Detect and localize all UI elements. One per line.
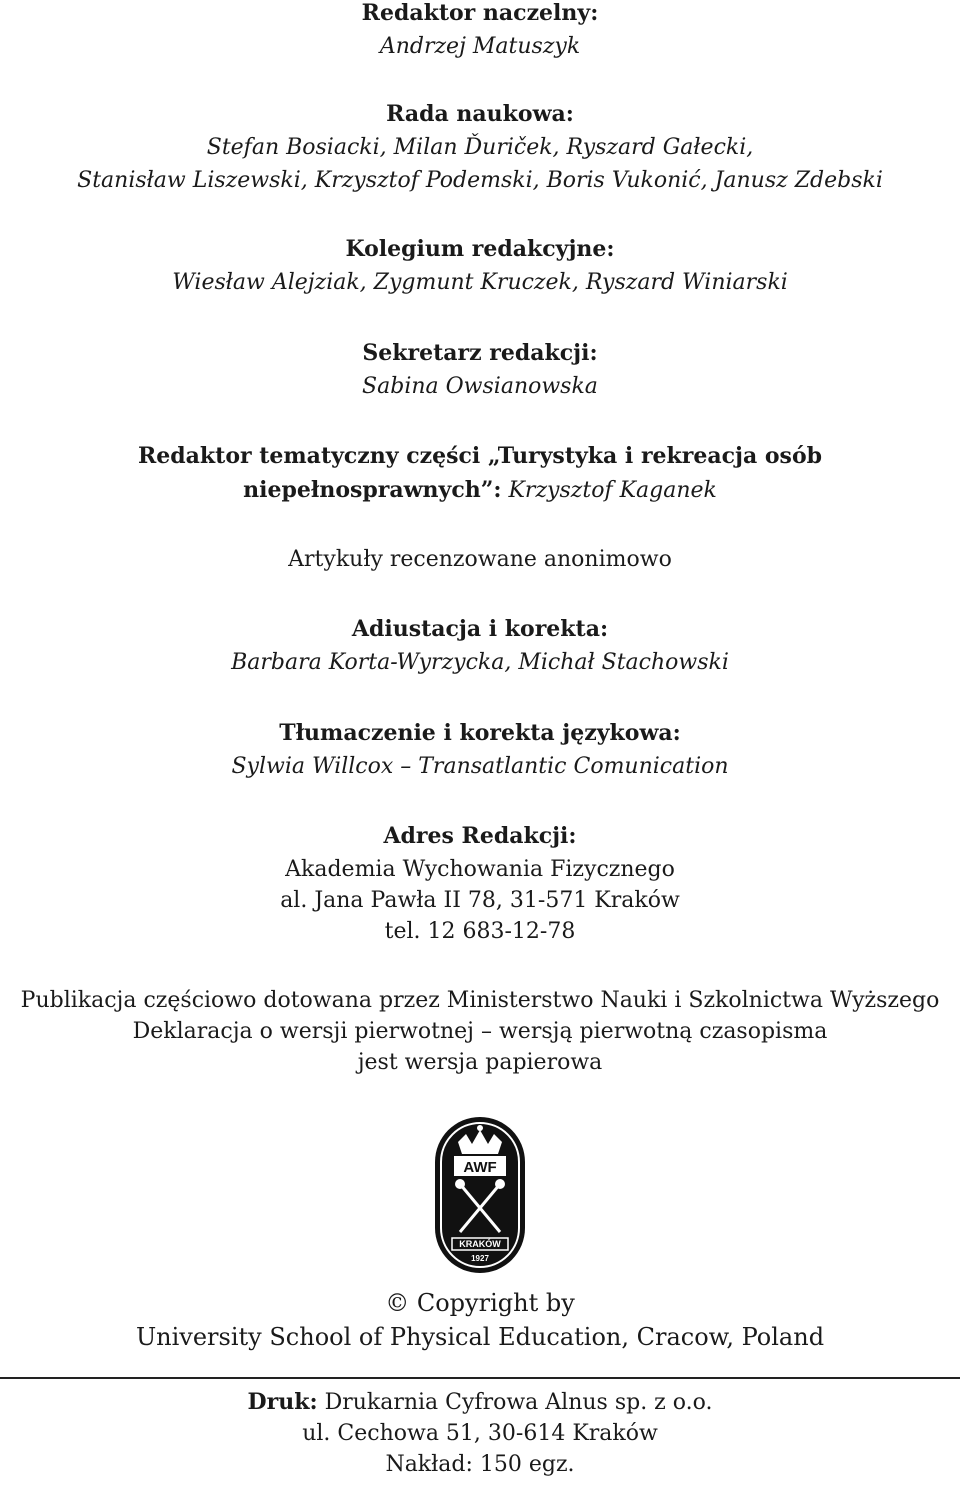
scientific-council-section bbox=[0, 101, 960, 193]
translation-heading: Tłumaczenie i korekta językowa: bbox=[279, 720, 681, 746]
thematic-editor-line1: Redaktor tematyczny części „Turystyka i rekreacja osób bbox=[138, 443, 822, 469]
copyright-symbol: © bbox=[385, 1289, 410, 1317]
translation-section bbox=[0, 720, 960, 779]
logo-text-city: KRAKÓW bbox=[459, 1239, 501, 1249]
scientific-council-heading: Rada naukowa: bbox=[386, 101, 574, 127]
scientific-council-names-line1: Stefan Bosiacki, Milan Ďuriček, Ryszard Gałecki, bbox=[206, 135, 754, 160]
thematic-editor-line2-label: niepełnosprawnych”: bbox=[243, 477, 502, 503]
scientific-council-names-line2: Stanisław Liszewski, Krzysztof Podemski, Boris Vukonić, Janusz Zdebski bbox=[77, 168, 883, 193]
proofreading-heading: Adiustacja i korekta: bbox=[351, 616, 609, 642]
logo-text-year: 1927 bbox=[471, 1254, 489, 1263]
logo-text-awf: AWF bbox=[463, 1159, 497, 1176]
proofreading-names: Barbara Korta-Wyrzycka, Michał Stachowski bbox=[231, 650, 729, 675]
editor-in-chief-section bbox=[0, 0, 960, 59]
funding-line1: Publikacja częściowo dotowana przez Ministerstwo Nauki i Szkolnictwa Wyższego bbox=[20, 988, 940, 1013]
secretary-section bbox=[0, 340, 960, 399]
awf-logo bbox=[432, 1114, 528, 1276]
funding-line2: Deklaracja o wersji pierwotnej – wersją pierwotną czasopisma bbox=[132, 1019, 828, 1044]
address-heading: Adres Redakcji: bbox=[383, 823, 577, 849]
editorial-board-names: Wiesław Alejziak, Zygmunt Kruczek, Ryszard Winiarski bbox=[172, 270, 788, 295]
secretary-heading: Sekretarz redakcji: bbox=[362, 340, 598, 366]
mace-head-icon bbox=[455, 1179, 465, 1189]
address-line2: al. Jana Pawła II 78, 31-571 Kraków bbox=[280, 888, 680, 913]
copyright-line1: Copyright by bbox=[416, 1289, 575, 1317]
thematic-editor-section bbox=[0, 443, 960, 503]
address-line3: tel. 12 683-12-78 bbox=[384, 919, 576, 944]
editorial-board-heading: Kolegium redakcyjne: bbox=[345, 236, 615, 262]
divider bbox=[0, 1377, 960, 1379]
funding-line3: jest wersja papierowa bbox=[357, 1050, 603, 1075]
printing-section bbox=[0, 1389, 960, 1477]
printing-label: Druk: bbox=[247, 1389, 318, 1415]
secretary-name: Sabina Owsianowska bbox=[362, 374, 598, 399]
mace-head-icon bbox=[495, 1179, 505, 1189]
proofreading-section bbox=[0, 616, 960, 675]
address-section bbox=[0, 823, 960, 944]
editor-in-chief-name: Andrzej Matuszyk bbox=[379, 34, 581, 59]
funding-section bbox=[0, 988, 960, 1075]
printer-address: ul. Cechowa 51, 30-614 Kraków bbox=[302, 1421, 658, 1446]
translation-names: Sylwia Willcox – Transatlantic Comunication bbox=[231, 754, 729, 779]
thematic-editor-name: Krzysztof Kaganek bbox=[508, 478, 717, 503]
copyright-line2: University School of Physical Education, Cracow, Poland bbox=[135, 1323, 825, 1351]
review-note: Artykuły recenzowane anonimowo bbox=[288, 547, 672, 572]
print-run: Nakład: 150 egz. bbox=[385, 1452, 575, 1477]
address-line1: Akademia Wychowania Fizycznego bbox=[285, 857, 675, 882]
printer-name: Drukarnia Cyfrowa Alnus sp. z o.o. bbox=[324, 1390, 713, 1415]
editorial-board-section bbox=[0, 236, 960, 295]
editor-in-chief-heading: Redaktor naczelny: bbox=[361, 0, 599, 26]
copyright-section bbox=[0, 1289, 960, 1351]
